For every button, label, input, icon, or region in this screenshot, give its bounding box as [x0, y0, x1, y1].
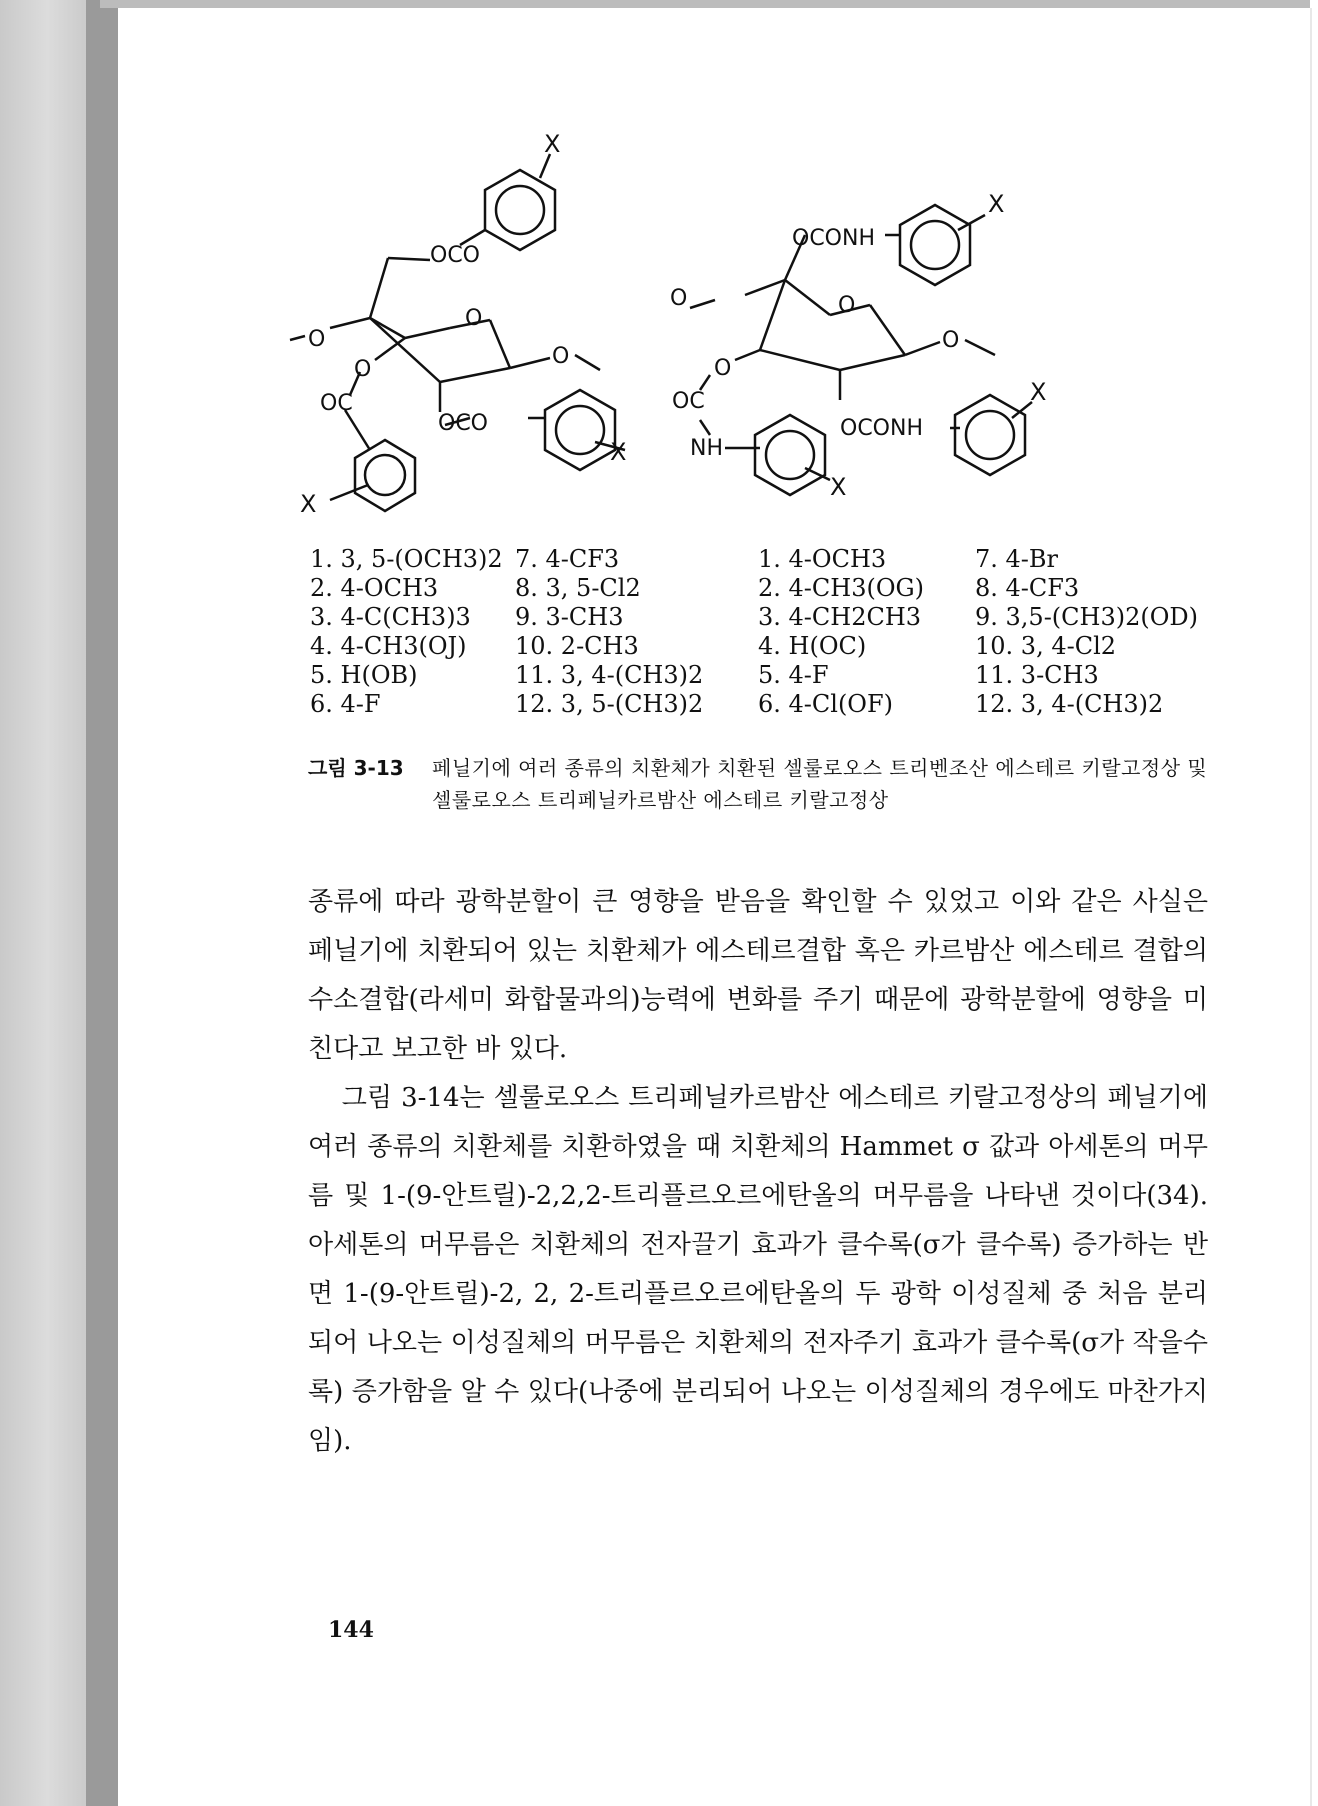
list-item: 3. 4-CH2CH3 — [758, 603, 922, 631]
chemical-structures-figure — [290, 130, 1210, 530]
list-item: 10. 2-CH3 — [515, 632, 639, 660]
right-label-nh: NH — [690, 436, 723, 461]
list-item: 4. H(OC) — [758, 632, 867, 660]
left-substituents-col1 — [310, 545, 503, 719]
list-item: 10. 3, 4-Cl2 — [975, 632, 1117, 660]
paragraph: 그림 3-14는 셀룰로오스 트리페닐카르밤산 에스테르 키랄고정상의 페닐기에 여러 종류의 치환체를 치환하였을 때 치환체의 Hammet σ 값과 아세톤의 머무름 및 1-(9-안트릴)-2,2,2-트리플르오르에탄올의 머무름을 나타낸 것이다(34). 아세톤의 머무름은 치환체의 전자끌기 효과가 클수록(σ가 클수록) 증가하는 반면 1-(9-안트릴)-2, 2, 2-트리플르오르에탄올의 두 광학 이성질체 중 처음 분리되어 나오는 이성질체의 머무름은 치환체의 전자주기 효과가 클수록(σ가 작을수록) 증가함을 알 수 있다(나중에 분리되어 나오는 이성질체의 경우에도 마찬가지임). — [308, 1083, 1208, 1456]
right-label-o-right: O — [942, 328, 960, 353]
right-substituents-col2 — [975, 545, 1198, 719]
left-label-o-lower: O — [354, 357, 372, 382]
right-substituents-col1 — [758, 545, 924, 719]
left-label-x-bottom: X — [300, 490, 317, 518]
body-text — [308, 878, 1208, 1466]
list-item: 9. 3-CH3 — [515, 603, 624, 631]
right-label-oc: OC — [672, 389, 705, 414]
paragraph: 종류에 따라 광학분할이 큰 영향을 받음을 확인할 수 있었고 이와 같은 사실은 페닐기에 치환되어 있는 치환체가 에스테르결합 혹은 카르밤산 에스테르 결합의 수소결합(라세미 화합물과의)능력에 변화를 주기 때문에 광학분할에 영향을 미친다고 보고한 바 있다. — [308, 887, 1208, 1064]
list-item: 12. 3, 5-(CH3)2 — [515, 690, 704, 718]
list-item: 1. 3, 5-(OCH3)2 — [310, 545, 503, 573]
page-edge-top — [100, 0, 1310, 8]
left-substituents-col2 — [515, 545, 703, 719]
list-item: 7. 4-Br — [975, 545, 1059, 573]
right-label-oconh-top: OCONH — [792, 226, 875, 251]
left-label-oc: OC — [320, 391, 353, 416]
right-label-ring-o: O — [838, 293, 856, 318]
list-item: 9. 3,5-(CH3)2(OD) — [975, 603, 1199, 631]
list-item: 6. 4-Cl(OF) — [758, 690, 893, 718]
left-label-oco-bottom: OCO — [438, 411, 488, 436]
right-label-x-top: X — [988, 190, 1005, 218]
list-item: 5. H(OB) — [310, 661, 418, 689]
figure-caption-label: 그림 3-13 — [308, 756, 404, 780]
right-label-o-lower: O — [714, 356, 732, 381]
list-item: 1. 4-OCH3 — [758, 545, 887, 573]
list-item: 3. 4-C(CH3)3 — [310, 603, 471, 631]
list-item: 4. 4-CH3(OJ) — [310, 632, 467, 660]
list-item: 8. 4-CF3 — [975, 574, 1080, 602]
list-item: 7. 4-CF3 — [515, 545, 620, 573]
left-label-ring-o: O — [465, 306, 483, 331]
list-item: 11. 3, 4-(CH3)2 — [515, 661, 704, 689]
left-label-x-top: X — [544, 130, 561, 158]
left-label-o-left: O — [308, 327, 326, 352]
right-label-x-bottom: X — [830, 473, 847, 501]
page-edge-left — [0, 0, 118, 1806]
list-item: 8. 3, 5-Cl2 — [515, 574, 641, 602]
list-item: 11. 3-CH3 — [975, 661, 1099, 689]
list-item: 12. 3, 4-(CH3)2 — [975, 690, 1164, 718]
left-label-oco-top: OCO — [430, 243, 480, 268]
list-item: 6. 4-F — [310, 690, 381, 718]
list-item: 5. 4-F — [758, 661, 829, 689]
list-item: 2. 4-OCH3 — [310, 574, 439, 602]
figure-caption-text: 페닐기에 여러 종류의 치환체가 치환된 셀룰로오스 트리벤조산 에스테르 키랄고정상 및 셀룰로오스 트리페닐카르밤산 에스테르 키랄고정상 — [432, 756, 1208, 812]
list-item: 2. 4-CH3(OG) — [758, 574, 925, 602]
left-label-x-right: X — [610, 438, 627, 466]
right-label-oconh-bottom: OCONH — [840, 416, 923, 441]
right-label-x-right: X — [1030, 378, 1047, 406]
right-label-o-left: O — [670, 286, 688, 311]
left-label-o-right: O — [552, 344, 570, 369]
page-number: 144 — [328, 1617, 374, 1643]
